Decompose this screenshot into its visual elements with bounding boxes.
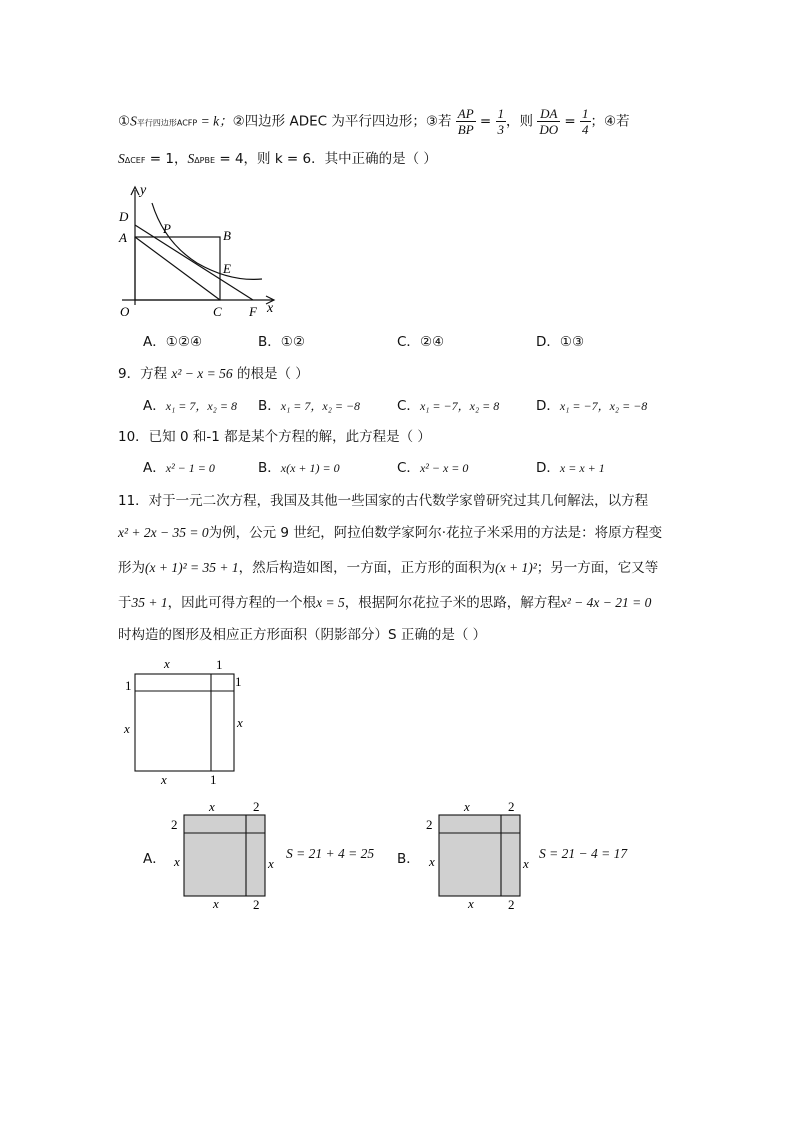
q10-option-b[interactable]: B．x(x + 1) = 0 (258, 460, 340, 476)
label-b-top-2: 2 (508, 799, 515, 814)
then-word: ，则 (506, 113, 538, 130)
label-top-x: x (164, 656, 170, 671)
label-b-left-2: 2 (426, 817, 433, 832)
fraction-one-third: $\frac{1}{3}$ (497, 106, 505, 137)
label-p: P (163, 221, 171, 236)
label-b-top-x: x (464, 799, 470, 814)
fraction-da-do: $\frac{DA}{DO}$ (539, 106, 559, 137)
area-value-cef: = 1， (145, 151, 188, 167)
label-a-bottom-x: x (213, 896, 219, 911)
label-left-1: 1 (125, 678, 132, 693)
q9-option-b[interactable]: B．x₁ = 7，x₂ = −8 (258, 398, 361, 414)
label-b-bottom-2: 2 (508, 897, 515, 912)
q11-option-a-figure[interactable] (165, 796, 285, 914)
label-a-right-x: x (268, 856, 274, 871)
q9-option-a[interactable]: A．x₁ = 7，x₂ = 8 (143, 398, 237, 414)
q8-stem-line1 (118, 106, 630, 137)
label-bottom-1: 1 (210, 772, 217, 787)
label-a-bottom-2: 2 (253, 897, 260, 912)
label-a-top-x: x (209, 799, 215, 814)
equals-k: = k； (197, 113, 233, 129)
circled-4: ；④若 (590, 113, 630, 130)
hyperbola-curve (152, 203, 262, 279)
label-a-left-2: 2 (171, 817, 178, 832)
q11-stem-line3: 形为(x + 1)² = 35 + 1，然后构造如图，一方面，正方形的面积为(x + 1)²；另一方面，它又等 (118, 560, 659, 576)
fraction-one-fourth: $\frac{1}{4}$ (582, 106, 589, 137)
label-y: y (140, 183, 147, 198)
circled-3: ③若 (425, 113, 456, 130)
q8-option-d[interactable]: D．①③ (536, 334, 585, 350)
label-c: C (213, 304, 222, 319)
q11-root: x = 5 (316, 595, 345, 610)
area-symbol-cef: S (118, 151, 125, 166)
q8-stem-line2 (118, 147, 437, 173)
q11-stem-line4: 于35 + 1，因此可得方程的一个根x = 5，根据阿尔花拉子米的思路，解方程x² − 4x − 21 = 0 (118, 595, 652, 611)
q10-option-c[interactable]: C．x² − x = 0 (397, 460, 469, 476)
label-x: x (267, 301, 274, 316)
area-subscript-cef: ΔCEF (124, 156, 146, 165)
q11-square-area: (x + 1)² (495, 560, 537, 575)
statement-2: 四边形 ADEC 为平行四边形； (244, 113, 426, 130)
shaded-square-b (439, 815, 520, 896)
label-bottom-x: x (161, 772, 167, 787)
q9-option-d[interactable]: D．x₁ = −7，x₂ = −8 (536, 398, 648, 414)
q8-option-c[interactable]: C．②④ (397, 334, 445, 350)
equals-sign-2: = (560, 113, 581, 130)
label-b-bottom-x: x (468, 896, 474, 911)
area-subscript-pbe: ΔPBE (194, 156, 216, 165)
label-right-x: x (237, 715, 243, 730)
equals-sign-1: = (475, 113, 496, 130)
q11-option-b-figure[interactable] (420, 796, 540, 914)
q8-coordinate-figure (112, 180, 287, 320)
label-b-right-x: x (523, 856, 529, 871)
label-f: F (249, 304, 257, 319)
label-o: O (120, 304, 130, 319)
label-b: B (223, 228, 231, 243)
q11-equation-1: x² + 2x − 35 = 0 (118, 525, 209, 540)
q11-stem-line1: 11．对于一元二次方程，我国及其他一些国家的古代数学家曾研究过其几何解法，以方程 (118, 493, 649, 509)
q11-option-b-area: S = 21 − 4 = 17 (539, 846, 628, 861)
q11-option-a-letter[interactable]: A． (143, 851, 166, 867)
q11-main-figure (118, 653, 258, 788)
label-b-left-x: x (429, 854, 435, 869)
fraction-ap-bp: $\frac{AP}{BP}$ (457, 106, 474, 137)
q10-option-a[interactable]: A．x² − 1 = 0 (143, 460, 215, 476)
q9-option-c[interactable]: C．x₁ = −7，x₂ = 8 (397, 398, 500, 414)
label-a-left-x: x (174, 854, 180, 869)
area-symbol: S (130, 113, 137, 129)
q11-equation-3: x² − 4x − 21 = 0 (560, 595, 652, 610)
label-e: E (223, 261, 231, 276)
line-df (135, 225, 253, 300)
q11-option-a-area: S = 21 + 4 = 25 (286, 846, 375, 861)
label-left-x: x (124, 721, 130, 736)
q8-option-b[interactable]: B．①② (258, 334, 305, 350)
label-a-top-2: 2 (253, 799, 260, 814)
q11-stem-line2: x² + 2x − 35 = 0为例，公元 9 世纪，阿拉伯数学家阿尔·花拉子米采用的方法是：将原方程变 (118, 525, 663, 541)
q9-equation: x² − x = 56 (171, 366, 233, 381)
q11-stem-line5: 时构造的图形及相应正方形面积（阴影部分）S 正确的是（ ） (118, 627, 487, 643)
area-subscript: 平行四边形ACFP (136, 118, 198, 128)
circled-1: ① (118, 113, 131, 130)
q11-equation-2: (x + 1)² = 35 + 1 (145, 560, 239, 575)
q10-stem: 10．已知 0 和-1 都是某个方程的解，此方程是（ ） (118, 429, 431, 445)
area-value-pbe: = 4，则 k = 6．其中正确的是（ ） (215, 151, 437, 167)
area-symbol-pbe: S (187, 151, 195, 166)
shaded-square-a (184, 815, 265, 896)
label-right-1: 1 (235, 674, 242, 689)
q9-stem: 9．方程 x² − x = 56 的根是（ ） (118, 366, 309, 382)
circled-2: ② (232, 113, 245, 130)
label-top-1: 1 (216, 657, 223, 672)
q11-option-b-letter[interactable]: B． (397, 851, 420, 867)
q10-option-d[interactable]: D．x = x + 1 (536, 460, 605, 476)
label-d: D (119, 209, 129, 224)
outer-square (135, 674, 234, 771)
label-a: A (119, 230, 127, 245)
q8-option-a[interactable]: A．①②④ (143, 334, 203, 350)
